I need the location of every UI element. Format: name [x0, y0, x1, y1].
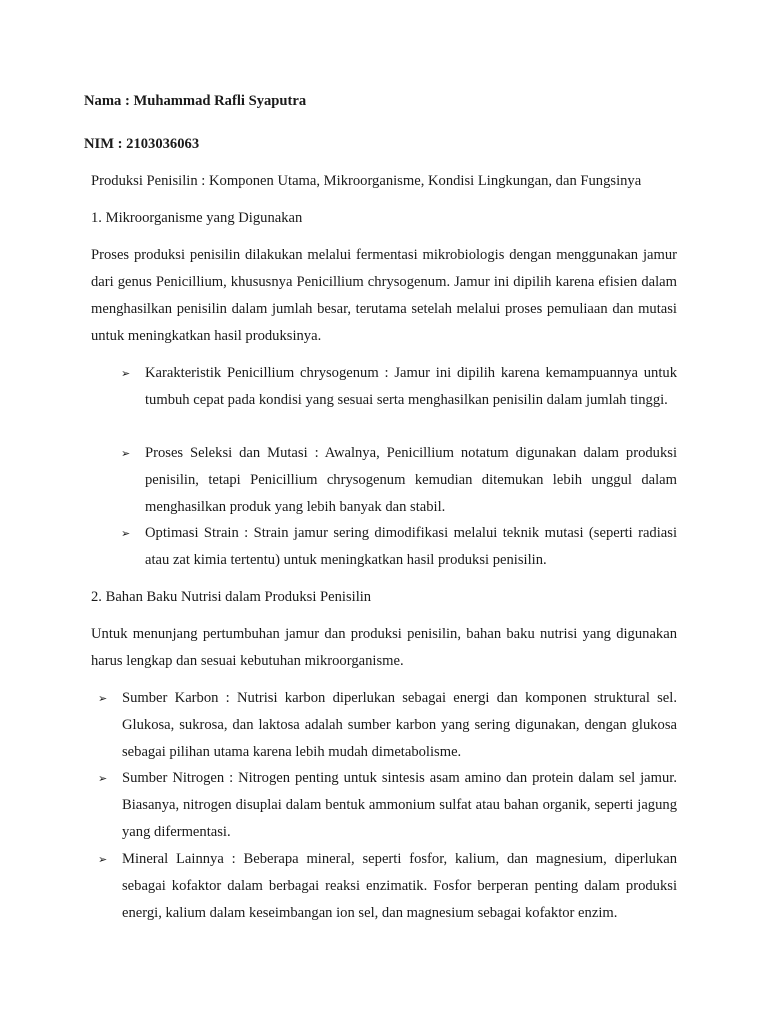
section-2-paragraph: Untuk menunjang pertumbuhan jamur dan produksi penisilin, bahan baku nutrisi yang digunakan harus lengkap dan sesuai kebutuhan mikroorganisme.: [91, 626, 677, 669]
section-2-bullet: [98, 765, 677, 846]
arrow-bullet-icon: ➢: [121, 527, 131, 540]
arrow-bullet-icon: ➢: [98, 692, 108, 705]
arrow-bullet-icon: ➢: [98, 853, 108, 866]
section-2-bullet: [98, 685, 677, 766]
section-1-bullet: [121, 440, 677, 521]
arrow-bullet-icon: ➢: [98, 772, 108, 785]
student-nim: NIM : 2103036063: [84, 136, 200, 152]
arrow-bullet-icon: ➢: [121, 367, 131, 380]
section-1-bullet: [121, 360, 677, 414]
section-2-bullet: [98, 846, 677, 927]
bullet-text: Proses Seleksi dan Mutasi : Awalnya, Penicillium notatum digunakan dalam produksi penisilin, tetapi Penicillium chrysogenum kemudian ditemukan lebih unggul dalam menghasilkan produk yang lebih banyak dan stabil.: [145, 445, 677, 515]
section-1-paragraph: Proses produksi penisilin dilakukan melalui fermentasi mikrobiologis dengan menggunakan jamur dari genus Penicillium, khususnya Penicillium chrysogenum. Jamur ini dipilih karena efisien dalam menghasilkan penisilin dalam jumlah besar, terutama setelah melalui proses pemuliaan dan mutasi untuk meningkatkan hasil produksinya.: [91, 247, 677, 344]
bullet-text: Optimasi Strain : Strain jamur sering dimodifikasi melalui teknik mutasi (seperti radiasi atau zat kimia tertentu) untuk meningkatkan hasil produksi penisilin.: [145, 525, 677, 568]
arrow-bullet-icon: ➢: [121, 447, 131, 460]
section-1-heading: 1. Mikroorganisme yang Digunakan: [91, 210, 303, 226]
section-2-heading: 2. Bahan Baku Nutrisi dalam Produksi Penisilin: [91, 589, 372, 605]
bullet-text: Karakteristik Penicillium chrysogenum : Jamur ini dipilih karena kemampuannya untuk tumbuh cepat pada kondisi yang sesuai serta menghasilkan penisilin dalam jumlah tinggi.: [145, 365, 677, 408]
bullet-text: Sumber Nitrogen : Nitrogen penting untuk sintesis asam amino dan protein dalam sel jamur. Biasanya, nitrogen disuplai dalam bentuk ammonium sulfat atau bahan organik, seperti jagung yang difermentasi.: [122, 770, 677, 840]
bullet-text: Mineral Lainnya : Beberapa mineral, seperti fosfor, kalium, dan magnesium, diperlukan sebagai kofaktor dalam berbagai reaksi enzimatik. Fosfor berperan penting dalam produksi energi, kalium dalam keseimbangan ion sel, dan magnesium sebagai kofaktor enzim.: [122, 851, 677, 921]
section-1-bullet: [121, 520, 677, 574]
bullet-text: Sumber Karbon : Nutrisi karbon diperlukan sebagai energi dan komponen struktural sel. Glukosa, sukrosa, dan laktosa adalah sumber karbon yang sering digunakan, dengan glukosa sebagai pilihan utama karena lebih mudah dimetabolisme.: [122, 690, 677, 760]
student-name: Nama : Muhammad Rafli Syaputra: [84, 93, 307, 109]
document-title: Produksi Penisilin : Komponen Utama, Mikroorganisme, Kondisi Lingkungan, dan Fungsinya: [91, 173, 642, 189]
